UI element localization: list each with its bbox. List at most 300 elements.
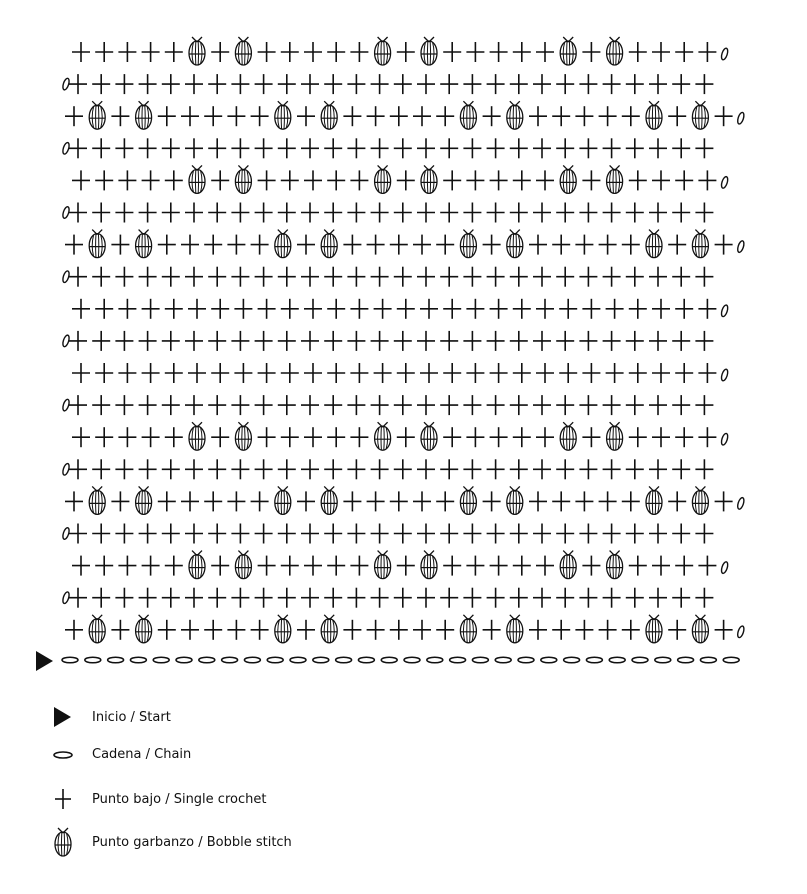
bobble-stitch xyxy=(460,486,476,514)
single-crochet xyxy=(440,459,458,479)
single-crochet xyxy=(158,106,176,126)
single-crochet xyxy=(181,106,199,126)
single-crochet xyxy=(579,331,597,351)
single-crochet xyxy=(281,363,299,383)
single-crochet xyxy=(629,556,647,576)
single-crochet xyxy=(211,363,229,383)
single-crochet xyxy=(231,203,249,223)
single-crochet xyxy=(649,203,667,223)
single-crochet xyxy=(281,299,299,319)
single-crochet xyxy=(301,138,319,158)
single-crochet xyxy=(466,363,484,383)
single-crochet xyxy=(490,556,508,576)
bobble-stitch xyxy=(189,551,205,579)
bobble-stitch xyxy=(275,230,291,258)
single-crochet xyxy=(72,363,90,383)
single-crochet xyxy=(582,170,600,190)
single-crochet xyxy=(142,170,160,190)
single-crochet xyxy=(255,459,273,479)
single-crochet xyxy=(301,331,319,351)
single-crochet xyxy=(417,138,435,158)
foundation-chain xyxy=(564,657,580,663)
single-crochet xyxy=(483,620,501,640)
foundation-chain xyxy=(632,657,648,663)
single-crochet xyxy=(301,74,319,94)
single-crochet xyxy=(251,106,269,126)
single-crochet xyxy=(231,395,249,415)
single-crochet xyxy=(417,74,435,94)
single-crochet xyxy=(672,138,690,158)
single-crochet xyxy=(258,363,276,383)
single-crochet xyxy=(227,235,245,255)
single-crochet xyxy=(115,331,133,351)
single-crochet xyxy=(158,620,176,640)
single-crochet xyxy=(367,491,385,511)
foundation-chain xyxy=(541,657,557,663)
single-crochet xyxy=(162,138,180,158)
single-crochet xyxy=(371,588,389,608)
single-crochet xyxy=(258,170,276,190)
single-crochet xyxy=(324,331,342,351)
single-crochet xyxy=(626,459,644,479)
single-crochet xyxy=(649,74,667,94)
foundation-chain xyxy=(153,657,169,663)
single-crochet xyxy=(695,331,713,351)
single-crochet xyxy=(582,42,600,62)
single-crochet xyxy=(652,556,670,576)
single-crochet xyxy=(165,427,183,447)
single-crochet xyxy=(188,363,206,383)
single-crochet xyxy=(536,170,554,190)
single-crochet xyxy=(95,427,113,447)
chart-row-18 xyxy=(62,588,714,608)
single-crochet xyxy=(139,203,157,223)
foundation-chain xyxy=(381,657,397,663)
single-crochet xyxy=(139,395,157,415)
single-crochet xyxy=(72,170,90,190)
single-crochet xyxy=(397,299,415,319)
single-crochet xyxy=(629,427,647,447)
single-crochet xyxy=(487,138,505,158)
single-crochet xyxy=(204,491,222,511)
chart-row-16 xyxy=(62,524,714,544)
bobble-stitch xyxy=(646,486,662,514)
single-crochet xyxy=(394,74,412,94)
single-crochet xyxy=(255,395,273,415)
single-crochet xyxy=(529,491,547,511)
single-crochet xyxy=(208,524,226,544)
single-crochet xyxy=(258,427,276,447)
single-crochet xyxy=(443,427,461,447)
single-crochet xyxy=(118,427,136,447)
foundation-chain xyxy=(723,657,739,663)
single-crochet xyxy=(301,395,319,415)
bobble-stitch xyxy=(692,101,708,129)
single-crochet xyxy=(490,42,508,62)
single-crochet xyxy=(552,235,570,255)
single-crochet xyxy=(394,331,412,351)
single-crochet xyxy=(575,235,593,255)
single-crochet xyxy=(72,299,90,319)
single-crochet xyxy=(281,42,299,62)
single-crochet xyxy=(181,491,199,511)
single-crochet xyxy=(278,395,296,415)
single-crochet xyxy=(69,395,87,415)
single-crochet xyxy=(695,588,713,608)
bobble-stitch xyxy=(321,615,337,643)
single-crochet xyxy=(417,267,435,287)
single-crochet xyxy=(695,203,713,223)
single-crochet xyxy=(278,524,296,544)
single-crochet xyxy=(417,331,435,351)
single-crochet xyxy=(487,588,505,608)
single-crochet xyxy=(556,74,574,94)
single-crochet xyxy=(374,299,392,319)
single-crochet xyxy=(490,427,508,447)
chart-row-5 xyxy=(72,165,729,193)
single-crochet xyxy=(208,588,226,608)
single-crochet xyxy=(487,395,505,415)
single-crochet xyxy=(231,524,249,544)
single-crochet xyxy=(301,588,319,608)
single-crochet xyxy=(204,235,222,255)
bobble-stitch xyxy=(136,615,152,643)
single-crochet xyxy=(533,524,551,544)
single-crochet xyxy=(115,74,133,94)
single-crochet xyxy=(142,427,160,447)
single-crochet xyxy=(672,203,690,223)
single-crochet xyxy=(672,395,690,415)
single-crochet xyxy=(347,331,365,351)
chart-row-11 xyxy=(72,363,729,383)
bobble-stitch xyxy=(375,37,391,65)
single-crochet xyxy=(575,491,593,511)
chart-row-19 xyxy=(65,615,745,643)
single-crochet xyxy=(466,556,484,576)
single-crochet xyxy=(556,524,574,544)
single-crochet xyxy=(390,620,408,640)
single-crochet xyxy=(162,203,180,223)
single-crochet xyxy=(533,331,551,351)
single-crochet xyxy=(92,459,110,479)
single-crochet xyxy=(579,524,597,544)
chart-row-7 xyxy=(65,230,745,258)
single-crochet xyxy=(324,395,342,415)
single-crochet xyxy=(347,267,365,287)
single-crochet xyxy=(231,331,249,351)
single-crochet xyxy=(92,331,110,351)
single-crochet xyxy=(185,459,203,479)
single-crochet xyxy=(513,427,531,447)
turning-chain xyxy=(736,625,745,638)
single-crochet xyxy=(599,235,617,255)
single-crochet xyxy=(556,138,574,158)
single-crochet xyxy=(327,42,345,62)
single-crochet xyxy=(510,138,528,158)
single-crochet xyxy=(443,363,461,383)
single-crochet xyxy=(158,235,176,255)
single-crochet xyxy=(603,138,621,158)
single-crochet xyxy=(162,74,180,94)
single-crochet xyxy=(185,203,203,223)
single-crochet xyxy=(626,74,644,94)
single-crochet xyxy=(529,235,547,255)
legend-item-bobble xyxy=(50,829,450,859)
turning-chain xyxy=(720,47,729,60)
foundation-chain xyxy=(358,657,374,663)
single-crochet xyxy=(675,299,693,319)
single-crochet xyxy=(95,170,113,190)
single-crochet xyxy=(234,299,252,319)
single-crochet xyxy=(72,42,90,62)
single-crochet xyxy=(324,588,342,608)
single-crochet xyxy=(698,170,716,190)
single-crochet xyxy=(142,363,160,383)
single-crochet xyxy=(436,106,454,126)
single-crochet xyxy=(185,395,203,415)
single-crochet xyxy=(397,170,415,190)
single-crochet xyxy=(343,620,361,640)
single-crochet xyxy=(513,363,531,383)
foundation-chain xyxy=(176,657,192,663)
single-crochet xyxy=(343,235,361,255)
start-icon xyxy=(50,704,80,734)
single-crochet xyxy=(695,138,713,158)
single-crochet xyxy=(343,106,361,126)
single-crochet xyxy=(111,620,129,640)
single-crochet xyxy=(463,588,481,608)
single-crochet xyxy=(343,491,361,511)
bobble-stitch xyxy=(460,615,476,643)
single-crochet xyxy=(118,170,136,190)
bobble-stitch xyxy=(189,37,205,65)
legend-label-sc: Punto bajo / Single crochet xyxy=(92,792,267,807)
foundation-chain xyxy=(199,657,215,663)
single-crochet xyxy=(556,267,574,287)
single-crochet xyxy=(622,235,640,255)
single-crochet xyxy=(188,299,206,319)
single-crochet xyxy=(227,620,245,640)
foundation-chain xyxy=(700,657,716,663)
single-crochet xyxy=(626,203,644,223)
single-crochet xyxy=(204,620,222,640)
single-crochet xyxy=(649,588,667,608)
single-crochet xyxy=(490,363,508,383)
chart-row-1 xyxy=(72,37,729,65)
single-crochet xyxy=(436,491,454,511)
single-crochet xyxy=(536,427,554,447)
single-crochet xyxy=(413,620,431,640)
single-crochet xyxy=(185,331,203,351)
bobble-stitch xyxy=(692,615,708,643)
single-crochet xyxy=(582,363,600,383)
legend-item-sc xyxy=(50,786,450,816)
single-crochet xyxy=(715,491,733,511)
single-crochet xyxy=(603,588,621,608)
single-crochet xyxy=(278,267,296,287)
single-crochet xyxy=(211,299,229,319)
chart-row-9 xyxy=(72,299,729,319)
single-crochet xyxy=(629,299,647,319)
single-crochet xyxy=(695,74,713,94)
single-crochet xyxy=(367,106,385,126)
chart-row-6 xyxy=(62,203,714,223)
single-crochet xyxy=(466,42,484,62)
single-crochet xyxy=(626,267,644,287)
single-crochet xyxy=(394,203,412,223)
single-crochet xyxy=(165,42,183,62)
single-crochet xyxy=(162,395,180,415)
single-crochet xyxy=(466,427,484,447)
single-crochet xyxy=(208,203,226,223)
single-crochet xyxy=(231,267,249,287)
single-crochet xyxy=(69,331,87,351)
single-crochet xyxy=(350,427,368,447)
single-crochet xyxy=(672,588,690,608)
single-crochet xyxy=(715,620,733,640)
single-crochet xyxy=(394,524,412,544)
single-crochet xyxy=(490,299,508,319)
turning-chain xyxy=(720,561,729,574)
single-crochet xyxy=(371,331,389,351)
single-crochet xyxy=(649,138,667,158)
single-crochet xyxy=(371,524,389,544)
bobble-stitch xyxy=(136,230,152,258)
single-crochet xyxy=(158,491,176,511)
single-crochet xyxy=(649,459,667,479)
single-crochet xyxy=(582,427,600,447)
single-crochet xyxy=(622,491,640,511)
chart-row-17 xyxy=(72,551,729,579)
single-crochet xyxy=(487,524,505,544)
single-crochet xyxy=(652,363,670,383)
single-crochet xyxy=(463,138,481,158)
single-crochet xyxy=(417,588,435,608)
single-crochet xyxy=(327,299,345,319)
single-crochet xyxy=(440,588,458,608)
single-crochet xyxy=(304,42,322,62)
single-crochet xyxy=(672,267,690,287)
single-crochet xyxy=(413,235,431,255)
legend-item-start xyxy=(50,704,450,734)
single-crochet xyxy=(69,588,87,608)
foundation-chain xyxy=(586,657,602,663)
single-crochet xyxy=(629,42,647,62)
bobble-stitch xyxy=(235,422,251,450)
single-crochet xyxy=(185,267,203,287)
single-crochet xyxy=(668,620,686,640)
single-crochet xyxy=(443,42,461,62)
single-crochet xyxy=(208,331,226,351)
single-crochet xyxy=(118,42,136,62)
turning-chain xyxy=(720,433,729,446)
bobble-stitch xyxy=(607,551,623,579)
chart-row-15 xyxy=(65,486,745,514)
single-crochet xyxy=(69,74,87,94)
foundation-chain xyxy=(62,657,78,663)
single-crochet xyxy=(510,74,528,94)
single-crochet xyxy=(397,556,415,576)
single-crochet xyxy=(231,138,249,158)
bobble-stitch xyxy=(421,422,437,450)
single-crochet xyxy=(278,74,296,94)
single-crochet xyxy=(139,331,157,351)
single-crochet xyxy=(698,299,716,319)
single-crochet xyxy=(251,235,269,255)
single-crochet xyxy=(463,395,481,415)
single-crochet xyxy=(536,42,554,62)
single-crochet xyxy=(255,267,273,287)
single-crochet xyxy=(162,331,180,351)
single-crochet xyxy=(111,106,129,126)
single-crochet xyxy=(65,491,83,511)
single-crochet xyxy=(463,267,481,287)
single-crochet xyxy=(327,427,345,447)
single-crochet xyxy=(487,267,505,287)
single-crochet xyxy=(165,363,183,383)
single-crochet xyxy=(579,395,597,415)
single-crochet xyxy=(371,395,389,415)
bobble-stitch xyxy=(646,615,662,643)
single-crochet xyxy=(111,235,129,255)
single-crochet xyxy=(466,170,484,190)
single-crochet xyxy=(347,74,365,94)
single-crochet xyxy=(301,203,319,223)
chart-row-4 xyxy=(62,138,714,158)
single-crochet xyxy=(324,524,342,544)
single-crochet xyxy=(185,138,203,158)
single-crochet xyxy=(251,491,269,511)
foundation-chain-row xyxy=(36,651,739,671)
single-crochet xyxy=(513,170,531,190)
single-crochet xyxy=(324,459,342,479)
single-crochet xyxy=(510,459,528,479)
single-crochet xyxy=(350,170,368,190)
foundation-chain xyxy=(222,657,238,663)
bobble-stitch-icon xyxy=(50,829,80,859)
single-crochet xyxy=(255,74,273,94)
turning-chain xyxy=(736,240,745,253)
single-crochet xyxy=(327,170,345,190)
single-crochet xyxy=(533,588,551,608)
single-crochet xyxy=(417,203,435,223)
chart-row-10 xyxy=(62,331,714,351)
single-crochet xyxy=(394,588,412,608)
single-crochet xyxy=(72,427,90,447)
bobble-stitch xyxy=(607,37,623,65)
single-crochet xyxy=(347,203,365,223)
single-crochet xyxy=(672,74,690,94)
single-crochet xyxy=(297,491,315,511)
single-crochet xyxy=(463,203,481,223)
single-crochet xyxy=(599,620,617,640)
single-crochet xyxy=(672,331,690,351)
legend-label-start: Inicio / Start xyxy=(92,710,171,725)
single-crochet xyxy=(575,106,593,126)
single-crochet xyxy=(559,363,577,383)
single-crochet xyxy=(698,42,716,62)
single-crochet xyxy=(111,491,129,511)
single-crochet xyxy=(92,203,110,223)
single-crochet xyxy=(715,106,733,126)
single-crochet xyxy=(603,524,621,544)
single-crochet xyxy=(69,203,87,223)
single-crochet xyxy=(255,203,273,223)
single-crochet xyxy=(281,556,299,576)
single-crochet xyxy=(529,106,547,126)
single-crochet xyxy=(440,331,458,351)
single-crochet xyxy=(115,524,133,544)
